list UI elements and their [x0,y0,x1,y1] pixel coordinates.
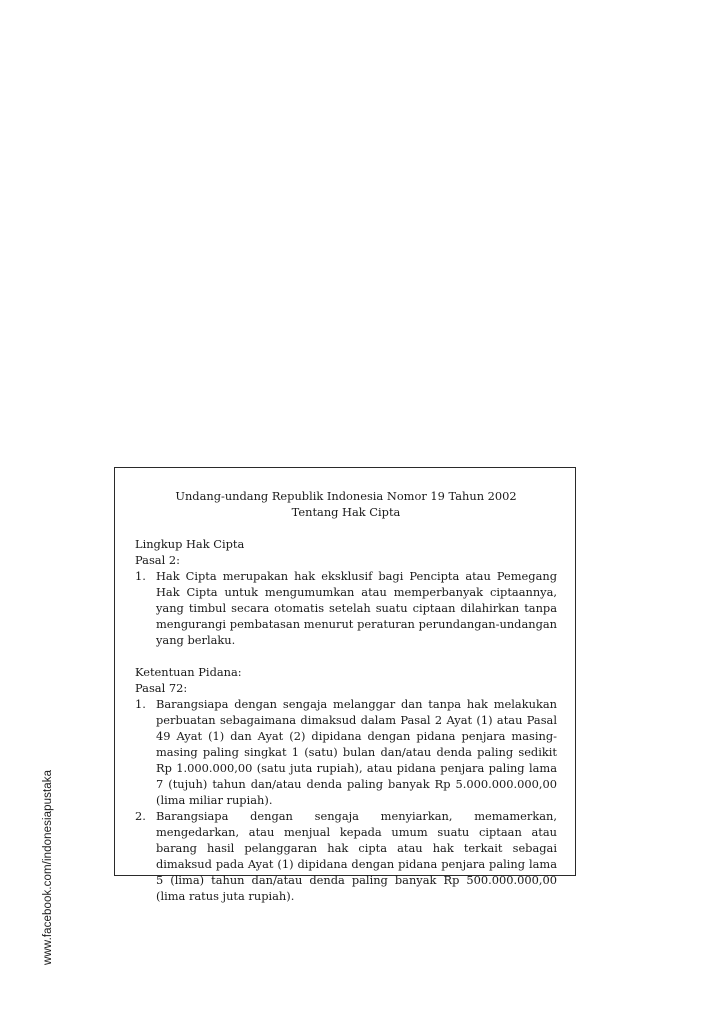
list-item-number: 1. [135,697,146,711]
section-pasal-2: Pasal 2: [135,553,180,567]
copyright-notice-content [135,488,557,904]
section-pasal-72: Pasal 72: [135,681,188,695]
list-item-text: Barangsiapa dengan sengaja menyiarkan, memamerkan, mengedarkan, atau menjual kepada umum suatu ciptaan atau barang hasil pelanggaran hak cipta atau hak terkait sebagai dimaksud pada Ayat (1) dipidana dengan pidana penjara paling lama 5 (lima) tahun dan/atau denda paling banyak Rp 500.000.000,00 (lima ratus juta rupiah). [156,809,557,903]
list-item [135,696,557,808]
list-item-text: Barangsiapa dengan sengaja melanggar dan tanpa hak melakukan perbuatan sebagaimana dimaksud dalam Pasal 2 Ayat (1) atau Pasal 49 Ayat (1) dan Ayat (2) dipidana dengan pidana penjara masing-masing paling singkat 1 (satu) bulan dan/atau denda paling sedikit Rp 1.000.000,00 (satu juta rupiah), atau pidana penjara paling lama 7 (tujuh) tahun dan/atau denda paling banyak Rp 5.000.000.000,00 (lima miliar rupiah). [156,697,557,807]
list-item-number: 2. [135,809,146,823]
spacer [135,520,557,536]
list-item [135,808,557,904]
section-heading-scope: Lingkup Hak Cipta [135,537,245,551]
notice-title: Undang-undang Republik Indonesia Nomor 19 Tahun 2002 [175,489,517,503]
copyright-notice-box [114,467,576,903]
spacer [135,648,557,664]
side-caption: www.facebook.com/indonesiapustaka [42,769,54,965]
list-item-number: 1. [135,569,146,583]
list-item [135,568,557,648]
notice-subtitle: Tentang Hak Cipta [291,505,401,519]
section-heading-penalties: Ketentuan Pidana: [135,665,242,679]
list-item-text: Hak Cipta merupakan hak eksklusif bagi Pencipta atau Pemegang Hak Cipta untuk mengumumkan atau memperbanyak ciptaannya, yang timbul secara otomatis setelah suatu ciptaan dilahirkan tanpa mengurangi pembatasan menurut peraturan perundangan-undangan yang berlaku. [156,569,557,647]
